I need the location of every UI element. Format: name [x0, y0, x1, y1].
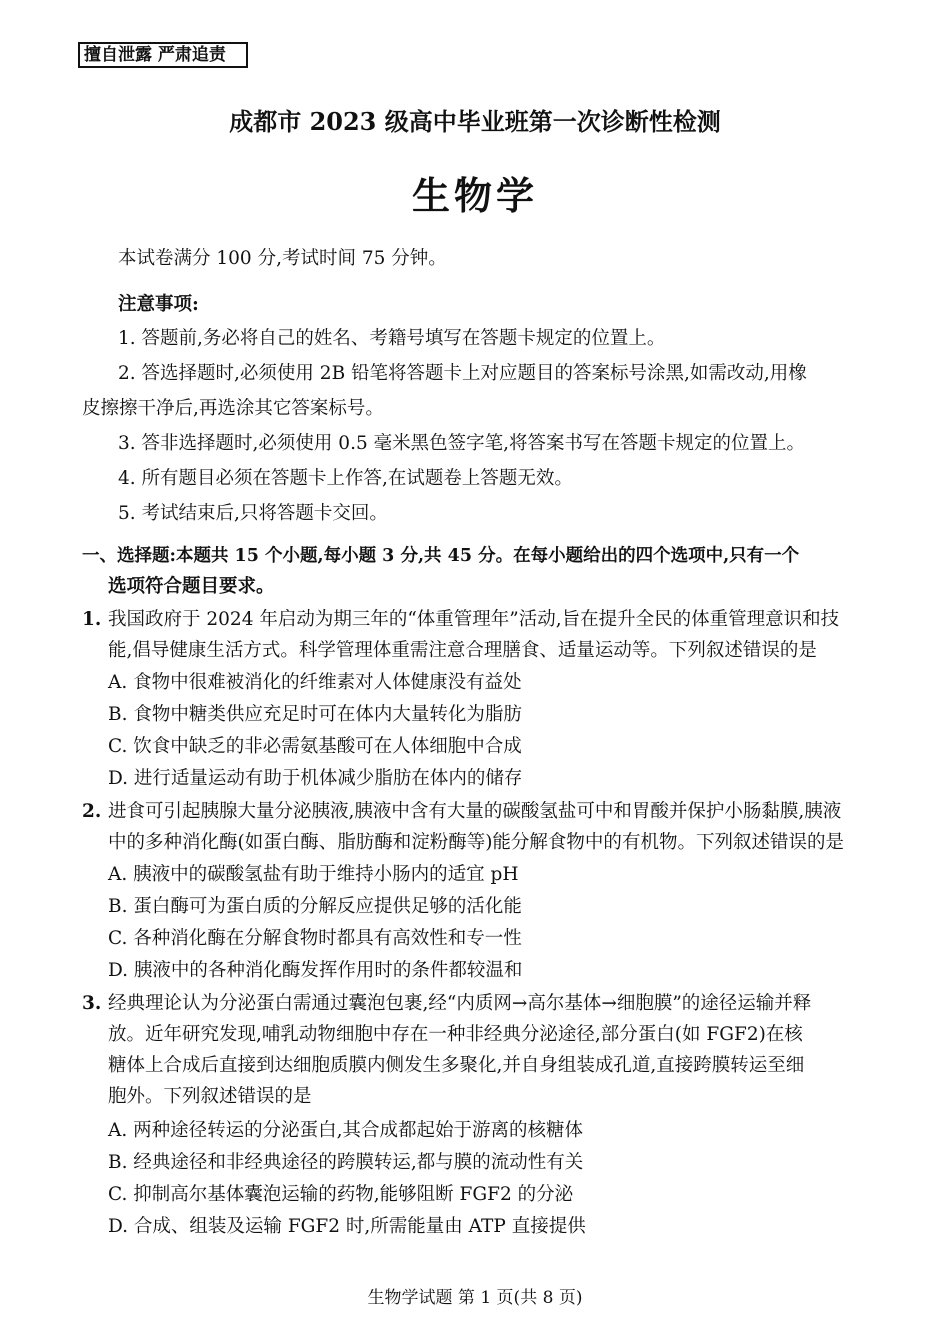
- notice-item: 5. 考试结束后,只将答题卡交回。: [118, 503, 388, 524]
- option-c: C. 各种消化酶在分解食物时都具有高效性和专一性: [108, 928, 522, 949]
- option-b: B. 蛋白酶可为蛋白质的分解反应提供足够的活化能: [108, 896, 522, 917]
- option-a: A. 食物中很难被消化的纤维素对人体健康没有益处: [108, 672, 522, 693]
- option-b: B. 食物中糖类供应充足时可在体内大量转化为脂肪: [108, 704, 522, 725]
- question-number: 1.: [82, 609, 102, 630]
- option-d: D. 胰液中的各种消化酶发挥作用时的条件都较温和: [108, 960, 523, 981]
- exam-title: 成都市 2023 级高中毕业班第一次诊断性检测: [229, 107, 721, 136]
- notice-item: 皮擦擦干净后,再选涂其它答案标号。: [82, 398, 384, 419]
- question-stem: 能,倡导健康生活方式。科学管理体重需注意合理膳食、适量运动等。下列叙述错误的是: [108, 640, 817, 661]
- option-d: D. 进行适量运动有助于机体减少脂肪在体内的储存: [108, 768, 523, 789]
- question-stem: 放。近年研究发现,哺乳动物细胞中存在一种非经典分泌途径,部分蛋白(如 FGF2)在核: [108, 1024, 803, 1045]
- question-number: 2.: [82, 801, 102, 822]
- notice-item: 2. 答选择题时,必须使用 2B 铅笔将答题卡上对应题目的答案标号涂黑,如需改动,用橡: [118, 363, 807, 384]
- option-b: B. 经典途径和非经典途径的跨膜转运,都与膜的流动性有关: [108, 1152, 584, 1173]
- question-stem: 我国政府于 2024 年启动为期三年的“体重管理年”活动,旨在提升全民的体重管理意识和技: [108, 609, 840, 630]
- notice-heading: 注意事项:: [118, 294, 199, 315]
- intro-text: 本试卷满分 100 分,考试时间 75 分钟。: [118, 248, 447, 269]
- confidential-stamp: 擅自泄露 严肃追责: [78, 42, 248, 68]
- question-number: 3.: [82, 993, 102, 1014]
- notice-item: 4. 所有题目必须在答题卡上作答,在试题卷上答题无效。: [118, 468, 573, 489]
- question-stem: 胞外。下列叙述错误的是: [108, 1086, 312, 1107]
- option-c: C. 抑制高尔基体囊泡运输的药物,能够阻断 FGF2 的分泌: [108, 1184, 574, 1205]
- option-a: A. 两种途径转运的分泌蛋白,其合成都起始于游离的核糖体: [108, 1120, 584, 1141]
- option-a: A. 胰液中的碳酸氢盐有助于维持小肠内的适宜 pH: [108, 864, 519, 885]
- question-stem: 经典理论认为分泌蛋白需通过囊泡包裹,经“内质网→高尔基体→细胞膜”的途径运输并释: [108, 993, 812, 1014]
- question-stem: 中的多种消化酶(如蛋白酶、脂肪酶和淀粉酶等)能分解食物中的有机物。下列叙述错误的是: [108, 832, 844, 853]
- option-c: C. 饮食中缺乏的非必需氨基酸可在人体细胞中合成: [108, 736, 522, 757]
- question-stem: 进食可引起胰腺大量分泌胰液,胰液中含有大量的碳酸氢盐可中和胃酸并保护小肠黏膜,胰液: [108, 801, 842, 822]
- section-heading: 一、选择题:本题共 15 个小题,每小题 3 分,共 45 分。在每小题给出的四个选项中,只有一个: [82, 546, 800, 566]
- notice-item: 1. 答题前,务必将自己的姓名、考籍号填写在答题卡规定的位置上。: [118, 328, 666, 349]
- page-footer: 生物学试题 第 1 页(共 8 页): [367, 1288, 583, 1308]
- option-d: D. 合成、组装及运输 FGF2 时,所需能量由 ATP 直接提供: [108, 1216, 586, 1237]
- section-heading-cont: 选项符合题目要求。: [108, 576, 275, 597]
- question-stem: 糖体上合成后直接到达细胞质膜内侧发生多聚化,并自身组装成孔道,直接跨膜转运至细: [108, 1055, 805, 1076]
- subject-title: 生物学: [411, 173, 538, 218]
- notice-item: 3. 答非选择题时,必须使用 0.5 毫米黑色签字笔,将答案书写在答题卡规定的位置上。: [118, 433, 805, 454]
